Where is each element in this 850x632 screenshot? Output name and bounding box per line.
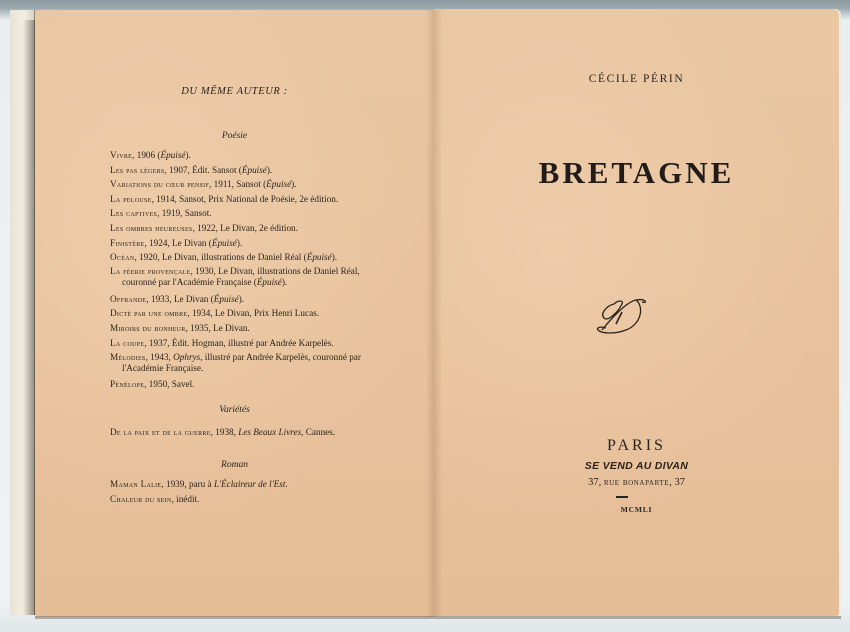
publisher-address: 37, rue bonaparte, 37	[588, 477, 685, 488]
publication-year: MCMLI	[620, 505, 653, 514]
book-gutter	[426, 10, 442, 617]
du-meme-auteur-heading: DU MÊME AUTEUR :	[181, 86, 288, 97]
bibliography-entry: Offrande, 1933, Le Divan (Épuisé).	[110, 293, 245, 304]
bibliography-entry: Les pas légers, 1907, Édit. Sansot (Épuisé).	[110, 164, 273, 175]
spine-shadow	[22, 20, 36, 615]
bibliography-entry: Chaleur du sein, inédit.	[110, 493, 200, 504]
bibliography-entry: Maman Lalie, 1939, paru à L'Éclaireur de l'Est.	[110, 479, 288, 489]
divider-dash	[616, 496, 628, 498]
bibliography-entry: La pelouse, 1914, Sansot, Prix National de Poésie, 2e édition.	[110, 193, 339, 204]
bibliography-entry: De la paix et de la guerre, 1938, Les Beaux Livres, Cannes.	[110, 427, 336, 437]
publisher-monogram-icon	[592, 290, 648, 338]
section-title-poesie: Poésie	[221, 131, 248, 141]
bibliography-entry: Miroirs du bonheur, 1935, Le Divan.	[110, 323, 250, 334]
publisher-seller: SE VEND AU DIVAN	[584, 460, 689, 472]
roman-list	[110, 477, 410, 506]
bibliography-entry: Mélodies, 1943, Ophrys, illustré par Andrée Karpelès, couronné par l'Académie Française.	[110, 351, 361, 373]
book-bottom-edge	[35, 616, 841, 619]
bibliography-entry: Les ombres heureuses, 1922, Le Divan, 2e édition.	[110, 222, 298, 233]
bibliography-entry: Dicté par une ombre, 1934, Le Divan, Prix Henri Lucas.	[110, 308, 320, 319]
bibliography-entry: Vivre, 1906 (Épuisé).	[110, 150, 191, 160]
section-title-roman: Roman	[221, 460, 248, 470]
poesie-list	[110, 148, 410, 392]
bibliography-entry: Les captives, 1919, Sansot.	[110, 208, 212, 219]
bibliography-entry: Océan, 1920, Le Divan, illustrations de Daniel Réal (Épuisé).	[110, 252, 338, 263]
author-name: CÉCILE PÉRIN	[588, 73, 685, 85]
bibliography-entry: Pénélope, 1950, Savel.	[110, 379, 195, 390]
varietes-list	[110, 425, 410, 440]
bibliography-entry: La coupe, 1937, Édit. Hogman, illustré par Andrée Karpelès.	[110, 337, 334, 348]
book-title: BRETAGNE	[538, 155, 735, 190]
bibliography-entry: Finistère, 1924, Le Divan (Épuisé).	[110, 237, 243, 248]
bibliography-entry: La féerie provençale, 1930, Le Divan, illustrations de Daniel Réal, couronné par l'Académie Française (Épuisé).	[110, 266, 360, 288]
bibliography-entry: Variations du cœur pensif, 1911, Sansot (Épuisé).	[110, 179, 297, 190]
section-title-varietes: Variétés	[219, 405, 250, 415]
publication-city: PARIS	[607, 437, 666, 454]
